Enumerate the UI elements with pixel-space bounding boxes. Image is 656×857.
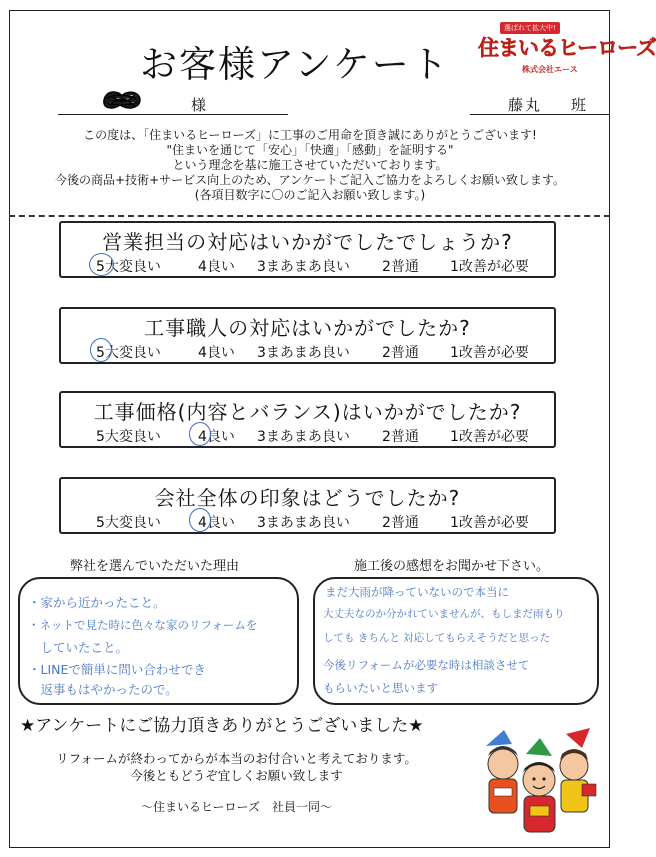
rating-option-4[interactable]: 4良い: [198, 515, 235, 531]
rating-option-5[interactable]: 5大変良い: [96, 345, 161, 361]
circled-rating-mark: [90, 338, 112, 362]
rating-option-1[interactable]: 1改善が必要: [450, 429, 529, 445]
question-sales-box: [59, 221, 556, 278]
handwritten-line: 今後リフォームが必要な時は相談させて: [323, 658, 530, 672]
rating-option-1[interactable]: 1改善が必要: [450, 515, 529, 531]
rating-option-5[interactable]: 5大変良い: [96, 515, 161, 531]
rating-option-4[interactable]: 4良い: [198, 429, 235, 445]
handwritten-line: ・LINEで簡単に問い合わせでき: [28, 662, 206, 677]
reason-answer-box[interactable]: [18, 577, 299, 705]
cut-line-divider: [9, 215, 610, 217]
rating-option-3[interactable]: 3まあまあ良い: [257, 345, 350, 361]
rating-option-5[interactable]: 5大変良い: [96, 259, 161, 275]
intro-line: (各項目数字に〇のご記入お願い致します。): [194, 188, 426, 202]
rating-option-4[interactable]: 4良い: [198, 259, 235, 275]
rating-option-2[interactable]: 2普通: [382, 259, 419, 275]
handwritten-line: まだ大雨が降っていないので本当に: [325, 585, 509, 599]
customer-name-line: [58, 114, 288, 115]
question-text: 工事職人の対応はいかがでしたか?: [144, 316, 471, 340]
rating-option-5[interactable]: 5大変良い: [96, 429, 161, 445]
question-craftsman-box: [59, 307, 556, 364]
rating-option-2[interactable]: 2普通: [382, 515, 419, 531]
rating-option-3[interactable]: 3まあまあ良い: [257, 515, 350, 531]
handwritten-line: ・ネットで見た時に色々な家のリフォームを: [28, 618, 258, 632]
handwritten-line: 返事もはやかったので。: [28, 682, 178, 697]
intro-line: 今後の商品+技術+サービス向上のため、アンケートご記入ご協力をよろしくお願い致します。: [55, 173, 565, 187]
handwritten-line: 大丈夫なのか分かれていませんが、もしまだ雨もり: [323, 608, 565, 620]
logo-tagline: 選ばれて拡大中!: [500, 22, 560, 34]
rating-option-3[interactable]: 3まあまあ良い: [257, 429, 350, 445]
page-title: お客様アンケート: [140, 43, 450, 86]
rating-option-2[interactable]: 2普通: [382, 429, 419, 445]
question-text: 営業担当の対応はいかがでしたでしょうか?: [102, 230, 513, 254]
handwritten-line: しても きちんと 対応してもらえそうだと思った: [323, 632, 551, 644]
thank-you-banner: ★アンケートにご協力頂きありがとうございました★: [20, 716, 424, 736]
intro-line: という理念を基に施工させていただいております。: [172, 158, 448, 172]
reason-label: 弊社を選んでいただいた理由: [70, 559, 240, 574]
logo-brand: 住まいるヒーローズ: [478, 36, 656, 60]
closing-line: 今後ともどうぞ宜しくお願い致します: [130, 768, 343, 783]
intro-line: この度は、「住まいるヒーローズ」に工事のご用命を頂き誠にありがとうございます!: [83, 128, 537, 142]
question-text: 工事価格(内容とバランス)はいかがでしたか?: [93, 400, 522, 424]
rating-option-1[interactable]: 1改善が必要: [450, 345, 529, 361]
team-name: 藤丸: [508, 96, 543, 114]
rating-option-4[interactable]: 4良い: [198, 345, 235, 361]
team-suffix: 班: [571, 96, 587, 114]
hero-mascots-illustration: [478, 726, 600, 840]
circled-rating-mark: [89, 253, 114, 276]
customer-honorific: 様: [191, 96, 207, 114]
question-price-box: [59, 391, 556, 448]
company-logo: [478, 22, 656, 80]
question-text: 会社全体の印象はどうでしたか?: [154, 486, 461, 510]
logo-company: 株式会社エース: [522, 65, 578, 74]
impression-answer-box[interactable]: [313, 577, 599, 705]
question-company-box: [59, 477, 556, 534]
team-name-line: [470, 114, 610, 115]
rating-option-3[interactable]: 3まあまあ良い: [257, 259, 350, 275]
handwritten-line: していたこと。: [28, 640, 129, 655]
rating-option-1[interactable]: 1改善が必要: [450, 259, 529, 275]
circled-rating-mark: [189, 422, 211, 446]
handwritten-line: もらいたいと思います: [323, 681, 438, 695]
closing-line: リフォームが終わってからが本当のお付合いと考えております。: [56, 751, 417, 766]
rating-option-2[interactable]: 2普通: [382, 345, 419, 361]
handwritten-line: ・家から近かったこと。: [28, 595, 166, 610]
circled-rating-mark: [189, 508, 211, 532]
redacted-name-scribble: [98, 88, 146, 112]
impression-label: 施工後の感想をお聞かせ下さい。: [354, 559, 550, 574]
signoff: 〜住まいるヒーローズ 社員一同〜: [141, 800, 332, 814]
intro-text: [14, 128, 606, 203]
intro-line: "住まいを通じて「安心」「快適」「感動」を証明する": [166, 143, 454, 157]
